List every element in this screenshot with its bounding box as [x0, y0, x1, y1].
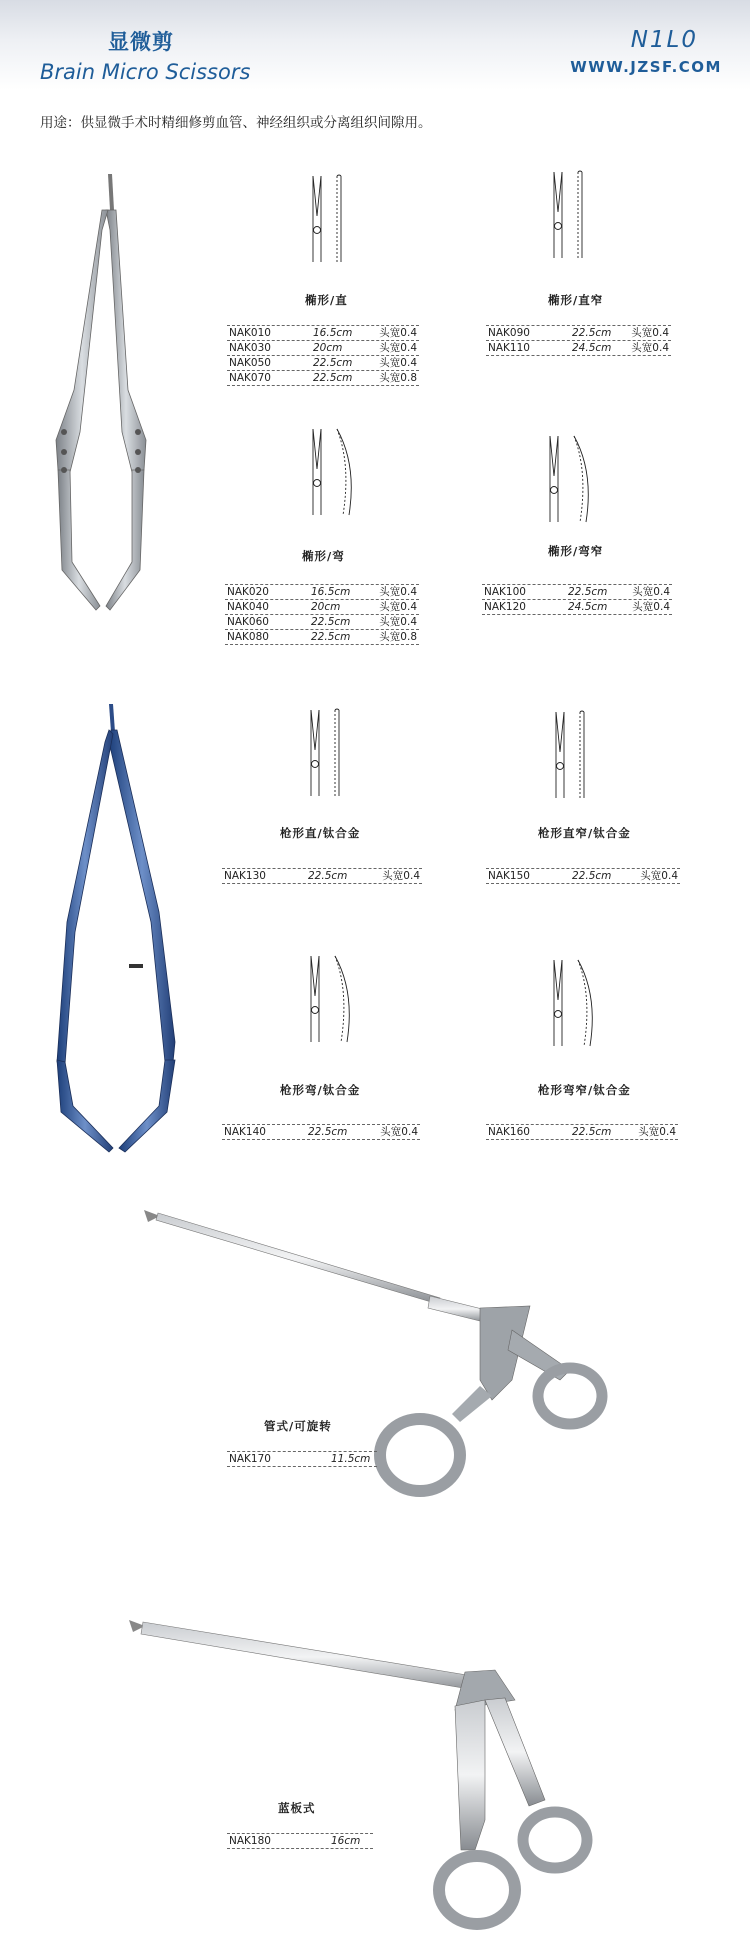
- spec-table-g3: [225, 584, 419, 645]
- table-row: NAK150 22.5cm 头宽0.4: [488, 870, 678, 882]
- table-row: NAK060 22.5cm 头宽0.4: [227, 616, 417, 628]
- title-zh: 显微剪: [108, 30, 174, 54]
- spec-table-g9: [227, 1451, 377, 1467]
- table-row: NAK170 11.5cm: [227, 1452, 377, 1467]
- catalog-code: N1L0: [630, 27, 698, 53]
- table-row: NAK120 24.5cm 头宽0.4: [484, 601, 670, 613]
- caption-g8: 枪形弯窄/钛合金: [538, 1083, 631, 1097]
- table-row: NAK130 22.5cm 头宽0.4: [224, 870, 420, 882]
- usage-text: 用途：供显微手术时精细修剪血管、神经组织或分离组织间隙用。: [40, 115, 432, 131]
- tip-drawing-g7: [305, 952, 365, 1052]
- spec-table-g2: [486, 325, 671, 356]
- table-row: NAK140 22.5cm 头宽0.4: [224, 1126, 418, 1138]
- spec-table-g4: [482, 584, 672, 615]
- title-en: Brain Micro Scissors: [40, 60, 251, 84]
- tubular-scissors-photo: [140, 1200, 620, 1520]
- spec-table-g8: [486, 1124, 678, 1140]
- table-row: NAK010 16.5cm 头宽0.4: [229, 327, 417, 339]
- caption-g5: 枪形直/钛合金: [280, 826, 361, 840]
- spec-table-g10: [227, 1833, 373, 1849]
- tip-drawing-g3: [307, 425, 367, 525]
- page-header: [0, 0, 750, 90]
- table-row: NAK040 20cm 头宽0.4: [227, 601, 417, 613]
- table-row: NAK100 22.5cm 头宽0.4: [484, 586, 670, 598]
- table-row: NAK070 22.5cm 头宽0.8: [229, 372, 417, 384]
- tip-drawing-g5: [305, 706, 355, 806]
- tip-drawing-g8: [548, 956, 608, 1056]
- caption-g6: 枪形直窄/钛合金: [538, 826, 631, 840]
- table-row: NAK110 24.5cm 头宽0.4: [488, 342, 669, 354]
- spec-table-g7: [222, 1124, 420, 1140]
- tip-drawing-g4: [544, 432, 604, 532]
- table-row: NAK050 22.5cm 头宽0.4: [229, 357, 417, 369]
- steel-scissors-photo: [50, 170, 170, 640]
- website-link[interactable]: WWW.JZSF.COM: [570, 58, 722, 76]
- spec-table-g5: [222, 868, 422, 884]
- tip-drawing-g1: [307, 172, 357, 272]
- plate-scissors-photo: [125, 1600, 615, 1940]
- table-row: NAK180 16cm: [227, 1834, 373, 1849]
- caption-g10: 蓝板式: [278, 1801, 316, 1815]
- caption-g2: 椭形/直窄: [548, 293, 604, 307]
- caption-g4: 椭形/弯窄: [548, 544, 604, 558]
- caption-g1: 椭形/直: [305, 293, 348, 307]
- caption-g3: 椭形/弯: [302, 549, 345, 563]
- titanium-scissors-photo: [55, 702, 185, 1162]
- spec-table-g6: [486, 868, 680, 884]
- table-row: NAK160 22.5cm 头宽0.4: [488, 1126, 676, 1138]
- caption-g9: 管式/可旋转: [264, 1419, 332, 1433]
- spec-table-g1: [227, 325, 419, 386]
- table-row: NAK080 22.5cm 头宽0.8: [227, 631, 417, 643]
- table-row: NAK030 20cm 头宽0.4: [229, 342, 417, 354]
- tip-drawing-g2: [548, 168, 598, 268]
- caption-g7: 枪形弯/钛合金: [280, 1083, 361, 1097]
- table-row: NAK090 22.5cm 头宽0.4: [488, 327, 669, 339]
- tip-drawing-g6: [550, 708, 600, 808]
- table-row: NAK020 16.5cm 头宽0.4: [227, 586, 417, 598]
